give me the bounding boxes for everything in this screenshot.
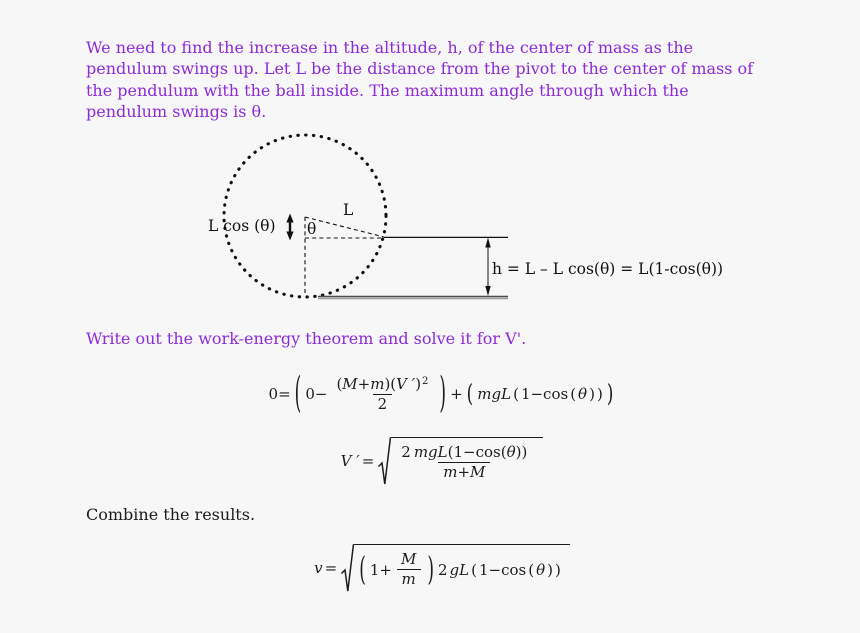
height-double-arrow bbox=[485, 238, 490, 297]
eq3-big-open-paren: ( bbox=[359, 550, 366, 589]
label-height-equation: h = L – L cos(θ) = L(1-cos(θ)) bbox=[492, 260, 724, 278]
intro-line-3: the pendulum with the ball inside. The maximum angle through which the bbox=[86, 80, 689, 100]
eq3-lhs: v bbox=[314, 559, 323, 577]
swing-radius-dotted-circle bbox=[224, 135, 386, 297]
eq3-one-plus: 1+ bbox=[369, 560, 392, 579]
eq1-term-close-paren: ) bbox=[606, 379, 614, 409]
eq3-fraction-denominator: m bbox=[397, 569, 421, 589]
label-l-cos-theta: L cos (θ) bbox=[208, 217, 276, 235]
eq1-one-minus-cos: 1−cos bbox=[520, 385, 569, 403]
eq3-gl: gL bbox=[449, 560, 470, 579]
lcos-double-arrow bbox=[286, 214, 293, 241]
eq1-exponent: 2 bbox=[422, 375, 429, 387]
eq1-big-open-paren: ( bbox=[294, 369, 302, 419]
eq2-fraction-numerator: 2 mgL(1−cos(θ)) bbox=[401, 443, 528, 462]
eq1-theta: θ bbox=[578, 385, 588, 403]
label-l: L bbox=[343, 201, 354, 219]
eq1-fraction-denominator: 2 bbox=[373, 394, 393, 414]
eq3-fraction-numerator: M bbox=[400, 550, 417, 569]
radical-sign-icon bbox=[341, 544, 354, 592]
label-theta: θ bbox=[307, 220, 317, 238]
eq1-mgl: mgL bbox=[477, 385, 512, 403]
eq3-theta: θ bbox=[536, 560, 546, 579]
eq1-fraction-numerator: (M+m)(V ′)$^2$ bbox=[336, 374, 429, 393]
eq3-one-minus-cos: 1−cos bbox=[478, 560, 527, 579]
eq2-radicand bbox=[391, 437, 543, 485]
equation-2-row bbox=[0, 435, 860, 487]
eq1-term-open-paren: ( bbox=[466, 379, 474, 409]
eq2-square-root bbox=[378, 437, 543, 485]
eq3-radicand: ( 1+ $\frac{M}{m}$ ) 2 gL ( 1−cos ( θ ) ) bbox=[354, 544, 570, 592]
equation-1-row bbox=[0, 367, 860, 421]
eq3-big-close-paren: ) bbox=[427, 550, 434, 589]
work-energy-equation: 0= ( 0− $\frac{(M+m)(V ')^2}{2}$ ) + ( mgL ( 1−cos ( θ ) ) ) bbox=[268, 369, 614, 419]
mass-ratio-fraction bbox=[396, 550, 421, 589]
radical-sign-icon bbox=[378, 437, 391, 485]
v-prime-equation bbox=[341, 437, 544, 485]
eq1-plus: + bbox=[450, 385, 463, 403]
step-work-energy-text: Write out the work-energy theorem and solve it for V'. bbox=[86, 329, 527, 348]
swung-pendulum-dashed-line bbox=[305, 217, 384, 237]
eq2-fraction-denominator: m+M bbox=[438, 462, 490, 482]
eq1-zero-minus: 0− bbox=[305, 385, 328, 403]
eq1-lhs: 0= bbox=[268, 385, 291, 403]
eq2-equals: = bbox=[361, 452, 375, 470]
step-combine-text: Combine the results. bbox=[86, 505, 256, 524]
kinetic-energy-fraction bbox=[331, 375, 433, 414]
intro-line-2: pendulum swings up. Let L be the distance from the pivot to the center of mass of bbox=[86, 59, 754, 79]
eq2-fraction bbox=[396, 443, 532, 482]
eq1-big-close-paren: ) bbox=[439, 369, 447, 419]
eq3-equals: = bbox=[324, 559, 338, 577]
intro-line-4: pendulum swings is θ. bbox=[86, 102, 267, 122]
final-velocity-equation bbox=[314, 544, 570, 592]
equation-3-row bbox=[0, 540, 860, 596]
eq3-coefficient: 2 bbox=[437, 560, 448, 579]
eq2-lhs: V ′ bbox=[340, 452, 360, 470]
intro-line-1: We need to find the increase in the altitude, h, of the center of mass as the bbox=[86, 38, 694, 57]
eq3-square-root bbox=[341, 544, 570, 592]
